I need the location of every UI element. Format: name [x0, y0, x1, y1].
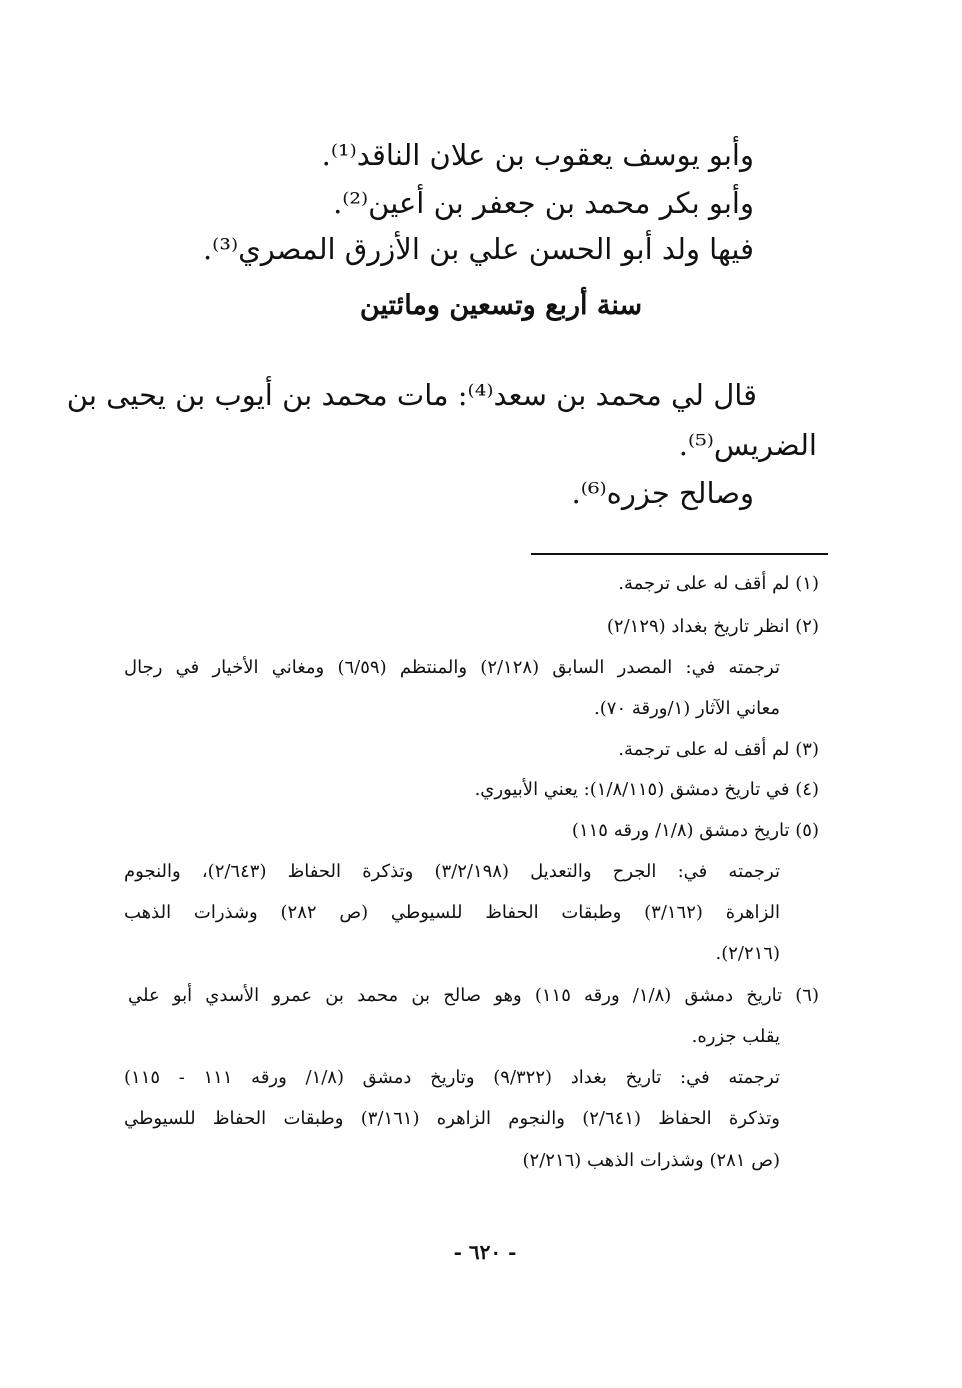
footnote-2-cont-2: معاني الآثار (١/ورقة ٧٠). — [594, 698, 780, 719]
section-heading: سنة أربع وتسعين ومائتين — [359, 290, 643, 321]
footnote-1: (١) لم أقف له على ترجمة. — [618, 573, 819, 594]
footnote-3: (٣) لم أقف له على ترجمة. — [618, 739, 819, 760]
footnote-6-cont-2: ترجمته في: تاريخ بغداد (٩/٣٢٢) وتاريخ دمشق (١/٨/ ورقه ١١١ - ١١٥) — [124, 1067, 780, 1088]
footnote-6: (٦) تاريخ دمشق (١/٨/ ورقه ١١٥) وهو صالح بن محمد بن عمرو الأسدي أبو علي — [128, 985, 819, 1006]
footnote-5: (٥) تاريخ دمشق (١/٨/ ورقه ١١٥) — [571, 820, 819, 841]
text-line-4: قال لي محمد بن سعد⁽⁴⁾: مات محمد بن أيوب بن يحيى بن — [66, 378, 757, 412]
footnote-2-cont-1: ترجمته في: المصدر السابق (٢/١٢٨) والمنتظم (٦/٥٩) ومغاني الأخيار في رجال — [124, 657, 780, 678]
page-number: - ٦٢٠ - — [453, 1240, 517, 1264]
footnote-6-cont-3: وتذكرة الحفاظ (٢/٦٤١) والنجوم الزاهره (٣/١٦١) وطبقات الحفاظ للسيوطي — [124, 1108, 780, 1129]
text-line-5: الضريس⁽⁵⁾. — [678, 428, 817, 462]
footnote-2: (٢) انظر تاريخ بغداد (٢/١٢٩) — [606, 616, 819, 637]
text-line-6: وصالح جزره⁽⁶⁾. — [571, 476, 754, 510]
footnote-5-cont-2: الزاهرة (٣/١٦٢) وطبقات الحفاظ للسيوطي (ص ٢٨٢) وشذرات الذهب — [124, 902, 780, 923]
footnote-4: (٤) في تاريخ دمشق (١/٨/١١٥): يعني الأبيوري. — [474, 779, 819, 800]
text-line-3: فيها ولد أبو الحسن علي بن الأزرق المصري⁽³⁾. — [202, 232, 754, 266]
footnote-5-cont-1: ترجمته في: الجرح والتعديل (٣/٢/١٩٨) وتذكرة الحفاظ (٢/٦٤٣)، والنجوم — [124, 861, 780, 882]
footnote-5-cont-3: (٢/٢١٦). — [715, 943, 780, 964]
text-line-1: وأبو يوسف يعقوب بن علان الناقد⁽¹⁾. — [321, 138, 754, 172]
text-line-2: وأبو بكر محمد بن جعفر بن أعين⁽²⁾. — [333, 186, 754, 220]
footnote-6-cont-4: (ص ٢٨١) وشذرات الذهب (٢/٢١٦) — [522, 1150, 780, 1171]
footnote-6-cont-1: يقلب جزره. — [691, 1026, 780, 1047]
footnote-separator — [531, 553, 828, 555]
